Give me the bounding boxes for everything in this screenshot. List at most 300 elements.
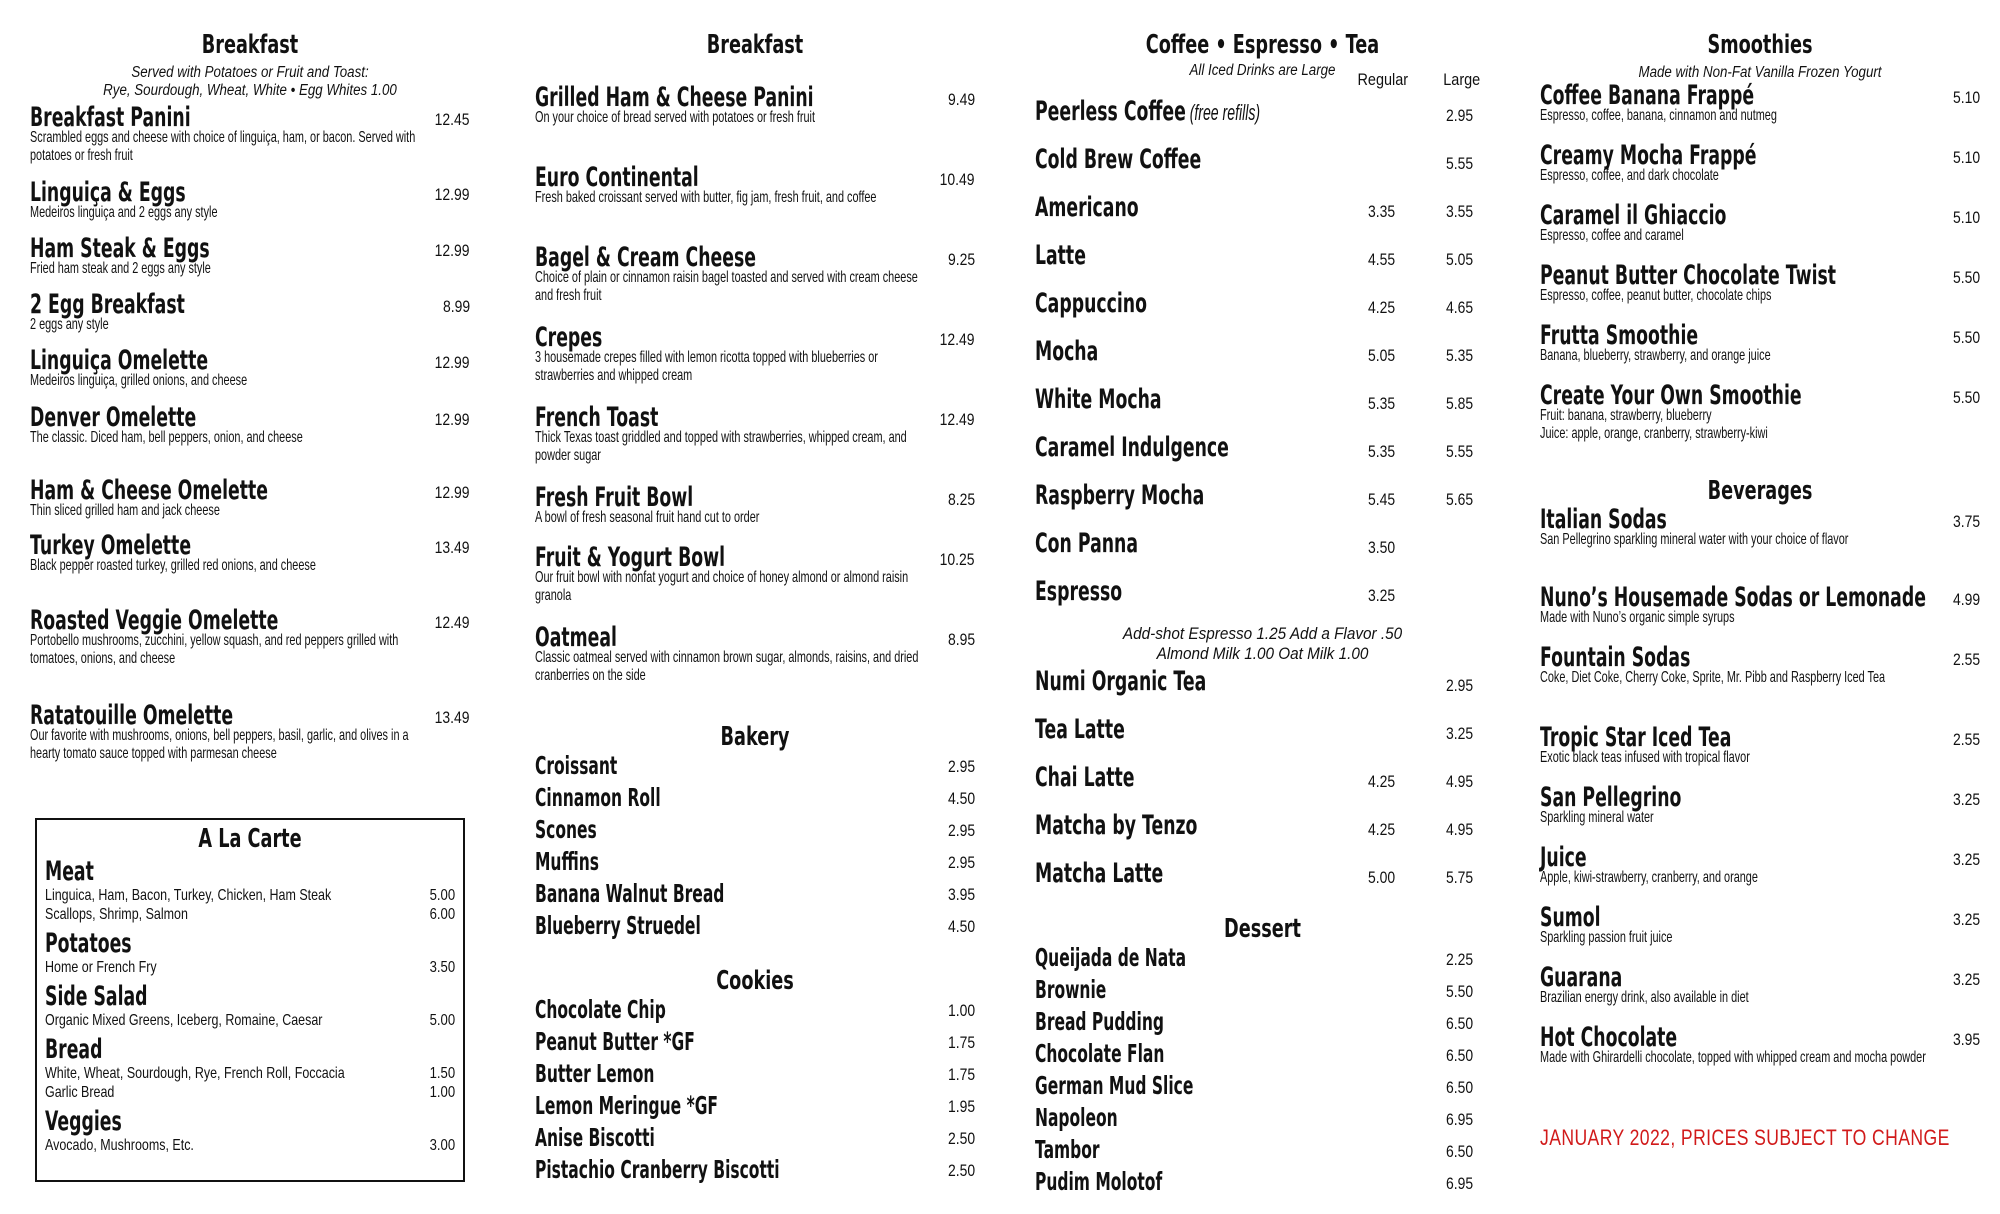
menu-item <box>30 532 470 575</box>
item-description: Espresso, coffee and caramel <box>1540 227 1684 244</box>
item-price: 12.99 <box>435 483 470 502</box>
item-name: Fountain Sodas <box>1540 642 1691 673</box>
item-name: Pistachio Cranberry Biscotti <box>535 1155 780 1184</box>
menu-item <box>535 1156 975 1188</box>
section-title: Smoothies <box>1707 30 1813 60</box>
item-price: 3.25 <box>1952 910 1980 929</box>
a-la-carte-group <box>45 930 455 977</box>
menu-item <box>1540 322 1980 365</box>
dessert-name: Chocolate Flan <box>1035 1039 1165 1068</box>
item-price: 2.55 <box>1952 650 1980 669</box>
item-price: 8.99 <box>442 297 470 316</box>
item-name: Butter Lemon <box>535 1059 655 1088</box>
item-price: 5.50 <box>1952 268 1980 287</box>
item-name: French Toast <box>535 402 659 433</box>
item-price: 2.95 <box>947 821 975 840</box>
item-name: Fruit & Yogurt Bowl <box>535 542 726 573</box>
smoothies-column <box>1540 0 1980 1104</box>
item-description: San Pellegrino sparkling mineral water with your choice of flavor <box>1540 531 1849 548</box>
drink-row <box>1035 242 1490 290</box>
item-description: Made with Nuno’s organic simple syrups <box>1540 609 1735 626</box>
item-name: Crepes <box>535 322 603 353</box>
item-name: Creamy Mocha Frappé <box>1540 140 1757 171</box>
menu-item <box>535 244 975 305</box>
drink-row <box>1035 530 1490 578</box>
header-regular: Regular <box>1357 70 1409 89</box>
dessert-row <box>1035 1008 1490 1040</box>
regular-price: 4.25 <box>1367 772 1396 791</box>
item-description: 2 eggs any style <box>30 316 109 333</box>
item-description: Choice of plain or cinnamon raisin bagel toasted and served with cream cheese and fresh fruit <box>535 269 918 304</box>
item-name: Hot Chocolate <box>1540 1022 1678 1053</box>
item-name: Ham & Cheese Omelette <box>30 475 268 506</box>
item-name: Denver Omelette <box>30 402 197 433</box>
item-price: 5.50 <box>1952 328 1980 347</box>
large-price: 3.55 <box>1445 202 1474 221</box>
item-name: Bagel & Cream Cheese <box>535 242 756 273</box>
drink-name-text: Caramel Indulgence <box>1035 432 1229 463</box>
regular-price: 5.35 <box>1367 442 1396 461</box>
menu-item <box>1540 784 1980 827</box>
large-price: 4.95 <box>1445 772 1474 791</box>
menu-item <box>1540 142 1980 185</box>
menu-item <box>535 752 975 784</box>
item-name: Muffins <box>535 847 600 876</box>
menu-item <box>1540 844 1980 887</box>
menu-item <box>1540 724 1980 767</box>
item-name: Blueberry Struedel <box>535 911 701 940</box>
item-price: 8.95 <box>947 630 975 649</box>
item-price: 2.50 <box>947 1161 975 1180</box>
drink-name <box>1035 194 1139 222</box>
dessert-price: 2.25 <box>1445 950 1474 969</box>
drink-row <box>1035 338 1490 386</box>
item-name: Turkey Omelette <box>30 530 192 561</box>
line-text: Linguica, Ham, Bacon, Turkey, Chicken, Ham Steak <box>45 887 332 904</box>
drink-name <box>1035 242 1086 270</box>
item-description: Espresso, coffee, and dark chocolate <box>1540 167 1719 184</box>
item-name: Lemon Meringue *GF <box>535 1091 719 1120</box>
drink-name-text: Matcha by Tenzo <box>1035 810 1198 841</box>
menu-item <box>1540 644 1980 687</box>
menu-item <box>535 912 975 944</box>
large-price: 5.35 <box>1445 346 1474 365</box>
a-la-carte-line <box>45 905 455 924</box>
drink-row <box>1035 146 1490 194</box>
dessert-row <box>1035 1040 1490 1072</box>
item-description: Thin sliced grilled ham and jack cheese <box>30 502 220 519</box>
drink-name <box>1035 98 1260 127</box>
drink-row <box>1035 386 1490 434</box>
line-price: 3.50 <box>429 959 455 976</box>
menu-item <box>30 347 470 390</box>
item-name: Grilled Ham & Cheese Panini <box>535 82 814 113</box>
menu-item <box>535 544 975 605</box>
large-price: 3.25 <box>1445 724 1474 743</box>
item-price: 9.49 <box>947 90 975 109</box>
drink-name <box>1035 290 1147 318</box>
large-price: 2.95 <box>1445 676 1474 695</box>
dessert-price: 6.50 <box>1445 1014 1474 1033</box>
item-price: 5.10 <box>1952 148 1980 167</box>
a-la-carte-list <box>45 858 455 1155</box>
item-description: Fresh baked croissant served with butter, fig jam, fresh fruit, and coffee <box>535 189 877 206</box>
cookies-list <box>535 996 975 1188</box>
item-price: 3.75 <box>1952 512 1980 531</box>
regular-price: 5.00 <box>1367 868 1396 887</box>
section-title: Breakfast <box>706 30 804 60</box>
section-title: Dessert <box>1224 914 1301 944</box>
menu-item <box>1540 1024 1980 1067</box>
large-price: 4.95 <box>1445 820 1474 839</box>
item-description: Our favorite with mushrooms, onions, bell peppers, basil, garlic, and olives in a hearty tomato sauce topped with parmesan cheese <box>30 727 409 762</box>
menu-list <box>30 104 470 804</box>
item-description: Apple, kiwi-strawberry, cranberry, and orange <box>1540 869 1758 886</box>
group-name: Meat <box>45 856 94 887</box>
coffee-list <box>1035 98 1490 626</box>
drink-row <box>1035 716 1490 764</box>
item-price: 12.45 <box>435 110 470 129</box>
item-name: Oatmeal <box>535 622 617 653</box>
menu-item <box>1540 382 1980 443</box>
item-description: On your choice of bread served with potatoes or fresh fruit <box>535 109 816 126</box>
tea-list <box>1035 668 1490 908</box>
item-name: 2 Egg Breakfast <box>30 289 185 320</box>
dessert-price: 6.95 <box>1445 1174 1474 1193</box>
drink-name <box>1035 668 1206 696</box>
header-large: Large <box>1443 70 1481 89</box>
section-title: Coffee • Espresso • Tea <box>1145 30 1380 60</box>
menu-item <box>30 404 470 447</box>
item-price: 13.49 <box>435 538 470 557</box>
menu-item <box>535 484 975 527</box>
a-la-carte-group <box>45 983 455 1030</box>
menu-item <box>30 477 470 520</box>
item-name: Peanut Butter Chocolate Twist <box>1540 260 1837 291</box>
menu-item <box>535 84 975 127</box>
item-description: Classic oatmeal served with cinnamon brown sugar, almonds, raisins, and dried cranberries on the side <box>535 649 919 684</box>
drink-name <box>1035 860 1163 888</box>
a-la-carte-group <box>45 1108 455 1155</box>
item-name: Tropic Star Iced Tea <box>1540 722 1732 753</box>
drink-name-text: Tea Latte <box>1035 714 1125 745</box>
menu-item <box>1540 506 1980 549</box>
item-price: 5.10 <box>1952 208 1980 227</box>
item-price: 12.99 <box>435 185 470 204</box>
item-name: Banana Walnut Bread <box>535 879 725 908</box>
item-price: 3.95 <box>947 885 975 904</box>
item-name: Peanut Butter *GF <box>535 1027 695 1056</box>
item-price: 5.50 <box>1952 388 1980 407</box>
item-price: 12.99 <box>435 410 470 429</box>
item-name: San Pellegrino <box>1540 782 1682 813</box>
drink-name-text: Mocha <box>1035 336 1099 367</box>
regular-price: 4.25 <box>1367 298 1396 317</box>
item-name: Chocolate Chip <box>535 995 666 1024</box>
breakfast-column-1 <box>30 0 470 804</box>
item-description: Medeiros linguiça, grilled onions, and cheese <box>30 372 248 389</box>
line-price: 3.00 <box>429 1137 455 1154</box>
menu-item <box>535 324 975 385</box>
regular-price: 3.35 <box>1367 202 1396 221</box>
drink-name-text: Con Panna <box>1035 528 1138 559</box>
item-price: 4.50 <box>947 917 975 936</box>
a-la-carte-line <box>45 1136 455 1155</box>
item-price: 4.99 <box>1952 590 1980 609</box>
item-price: 12.49 <box>940 330 975 349</box>
item-name: Juice <box>1540 842 1587 873</box>
dessert-row <box>1035 976 1490 1008</box>
drink-name-text: Cappuccino <box>1035 288 1147 319</box>
menu-item <box>1540 584 1980 627</box>
menu-item <box>30 235 470 278</box>
drink-row <box>1035 290 1490 338</box>
item-price: 1.75 <box>947 1065 975 1084</box>
menu-item <box>535 784 975 816</box>
item-name: Sumol <box>1540 902 1601 933</box>
dessert-row <box>1035 944 1490 976</box>
a-la-carte-group <box>45 858 455 924</box>
menu-item <box>30 702 470 763</box>
drink-row <box>1035 764 1490 812</box>
menu-item <box>30 179 470 222</box>
drink-name-text: White Mocha <box>1035 384 1162 415</box>
dessert-name: German Mud Slice <box>1035 1071 1194 1100</box>
line-price: 5.00 <box>429 887 455 904</box>
item-name: Euro Continental <box>535 162 699 193</box>
dessert-row <box>1035 1136 1490 1168</box>
item-price: 12.49 <box>435 613 470 632</box>
a-la-carte-box <box>35 818 465 1182</box>
line-text: Avocado, Mushrooms, Etc. <box>45 1137 194 1154</box>
item-price: 9.25 <box>947 250 975 269</box>
item-price: 12.99 <box>435 353 470 372</box>
regular-price: 5.35 <box>1367 394 1396 413</box>
line-text: Organic Mixed Greens, Iceberg, Romaine, Caesar <box>45 1012 323 1029</box>
a-la-carte-group <box>45 1036 455 1102</box>
section-title: Bakery <box>720 722 790 752</box>
regular-price: 5.05 <box>1367 346 1396 365</box>
item-description: Exotic black teas infused with tropical flavor <box>1540 749 1750 766</box>
menu-item <box>1540 904 1980 947</box>
item-price: 8.25 <box>947 490 975 509</box>
section-title: Beverages <box>1707 476 1813 506</box>
drink-row <box>1035 98 1490 146</box>
drink-name <box>1035 716 1125 744</box>
drink-name <box>1035 338 1098 366</box>
item-name: Frutta Smoothie <box>1540 320 1699 351</box>
drink-name-text: Peerless Coffee <box>1035 96 1186 127</box>
item-price: 1.75 <box>947 1033 975 1052</box>
item-description: Brazilian energy drink, also available in diet <box>1540 989 1749 1006</box>
section-title: Cookies <box>716 966 794 996</box>
group-name: Side Salad <box>45 981 148 1012</box>
item-description: Medeiros linguiça and 2 eggs any style <box>30 204 218 221</box>
drink-name <box>1035 146 1201 174</box>
dessert-name: Brownie <box>1035 975 1107 1004</box>
menu-list <box>535 84 975 704</box>
dessert-row <box>1035 1072 1490 1104</box>
item-price: 1.95 <box>947 1097 975 1116</box>
item-name: Roasted Veggie Omelette <box>30 605 279 636</box>
beverage-list <box>1540 506 1980 1104</box>
menu-item <box>1540 964 1980 1007</box>
line-price: 5.00 <box>429 1012 455 1029</box>
drink-row <box>1035 434 1490 482</box>
item-price: 12.99 <box>435 241 470 260</box>
item-name: Nuno’s Housemade Sodas or Lemonade <box>1540 582 1926 613</box>
large-price: 5.65 <box>1445 490 1474 509</box>
item-description: Fruit: banana, strawberry, blueberry Juice: apple, orange, cranberry, strawberry-kiwi <box>1540 407 1768 442</box>
item-price: 4.50 <box>947 789 975 808</box>
item-description: Coke, Diet Coke, Cherry Coke, Sprite, Mr. Pibb and Raspberry Iced Tea <box>1540 669 1886 686</box>
free-refills-note: (free refills) <box>1189 100 1261 125</box>
item-price: 2.55 <box>1952 730 1980 749</box>
item-description: Our fruit bowl with nonfat yogurt and choice of honey almond or almond raisin granola <box>535 569 909 604</box>
group-name: Bread <box>45 1034 103 1065</box>
dessert-name: Queijada de Nata <box>1035 943 1187 972</box>
item-description: Espresso, coffee, peanut butter, chocolate chips <box>1540 287 1772 304</box>
item-name: Caramel il Ghiaccio <box>1540 200 1727 231</box>
group-name: Potatoes <box>45 928 132 959</box>
item-price: 2.50 <box>947 1129 975 1148</box>
drink-name-text: Espresso <box>1035 576 1123 607</box>
section-subtitle: Served with Potatoes or Fruit and Toast: <box>131 64 369 81</box>
bakery-list <box>535 752 975 944</box>
item-description: The classic. Diced ham, bell peppers, onion, and cheese <box>30 429 303 446</box>
breakfast-column-2 <box>535 0 975 1188</box>
large-price: 5.55 <box>1445 154 1474 173</box>
line-price: 6.00 <box>429 906 455 923</box>
drink-row <box>1035 194 1490 242</box>
menu-item <box>30 607 470 668</box>
regular-price: 4.25 <box>1367 820 1396 839</box>
item-price: 10.49 <box>940 170 975 189</box>
regular-price: 4.55 <box>1367 250 1396 269</box>
item-description: Black pepper roasted turkey, grilled red onions, and cheese <box>30 557 316 574</box>
drink-name-text: Numi Organic Tea <box>1035 666 1207 697</box>
drink-name <box>1035 482 1204 510</box>
drink-row <box>1035 860 1490 908</box>
section-subtitle: Made with Non-Fat Vanilla Frozen Yogurt <box>1638 64 1882 81</box>
item-description: A bowl of fresh seasonal fruit hand cut to order <box>535 509 760 526</box>
drink-name-text: Cold Brew Coffee <box>1035 144 1202 175</box>
regular-price: 5.45 <box>1367 490 1396 509</box>
dessert-price: 5.50 <box>1445 982 1474 1001</box>
menu-item <box>1540 262 1980 305</box>
regular-price: 3.50 <box>1367 538 1396 557</box>
item-name: Linguiça & Eggs <box>30 177 186 208</box>
item-description: Sparkling mineral water <box>1540 809 1654 826</box>
drink-name <box>1035 812 1197 840</box>
dessert-name: Tambor <box>1035 1135 1100 1164</box>
item-name: Create Your Own Smoothie <box>1540 380 1802 411</box>
item-price: 3.95 <box>1952 1030 1980 1049</box>
section-title: A La Carte <box>198 824 302 854</box>
large-price: 5.55 <box>1445 442 1474 461</box>
line-text: Garlic Bread <box>45 1084 115 1101</box>
item-description: Fried ham steak and 2 eggs any style <box>30 260 211 277</box>
item-description: Made with Ghirardelli chocolate, topped with whipped cream and mocha powder <box>1540 1049 1926 1066</box>
item-price: 13.49 <box>435 708 470 727</box>
item-name: Anise Biscotti <box>535 1123 655 1152</box>
item-price: 12.49 <box>940 410 975 429</box>
menu-item <box>535 1092 975 1124</box>
dessert-price: 6.95 <box>1445 1110 1474 1129</box>
dessert-row <box>1035 1104 1490 1136</box>
item-name: Ratatouille Omelette <box>30 700 234 731</box>
section-subtitle: Rye, Sourdough, Wheat, White • Egg Whites 1.00 <box>103 82 397 99</box>
drink-name-text: Chai Latte <box>1035 762 1135 793</box>
line-price: 1.50 <box>429 1065 455 1082</box>
large-price: 5.75 <box>1445 868 1474 887</box>
item-name: Fresh Fruit Bowl <box>535 482 694 513</box>
drink-name-text: Latte <box>1035 240 1086 271</box>
large-price: 5.85 <box>1445 394 1474 413</box>
smoothie-list <box>1540 82 1980 462</box>
line-text: White, Wheat, Sourdough, Rye, French Roll, Foccacia <box>45 1065 345 1082</box>
section-title: Breakfast <box>201 30 299 60</box>
item-name: Guarana <box>1540 962 1623 993</box>
a-la-carte-line <box>45 1083 455 1102</box>
a-la-carte-line <box>45 1064 455 1083</box>
menu-item <box>535 848 975 880</box>
item-description: Espresso, coffee, banana, cinnamon and nutmeg <box>1540 107 1777 124</box>
menu-item <box>30 104 470 165</box>
drink-row <box>1035 578 1490 626</box>
item-description: Thick Texas toast griddled and topped with strawberries, whipped cream, and powder sugar <box>535 429 907 464</box>
item-price: 2.95 <box>947 853 975 872</box>
item-name: Italian Sodas <box>1540 504 1667 535</box>
section-subtitle: All Iced Drinks are Large <box>1189 62 1336 79</box>
item-description: Scrambled eggs and cheese with choice of linguiça, ham, or bacon. Served with potatoes or fresh fruit <box>30 129 416 164</box>
dessert-row <box>1035 1168 1490 1200</box>
dessert-list <box>1035 944 1490 1200</box>
menu-item <box>535 996 975 1028</box>
item-price: 3.25 <box>1952 790 1980 809</box>
drink-name-text: Matcha Latte <box>1035 858 1164 889</box>
large-price: 4.65 <box>1445 298 1474 317</box>
menu-item <box>535 1060 975 1092</box>
dessert-name: Bread Pudding <box>1035 1007 1164 1036</box>
menu-item <box>535 1028 975 1060</box>
large-price: 5.05 <box>1445 250 1474 269</box>
line-price: 1.00 <box>429 1084 455 1101</box>
menu-item <box>535 816 975 848</box>
menu-item <box>1540 82 1980 125</box>
drink-name-text: Raspberry Mocha <box>1035 480 1205 511</box>
item-description: Banana, blueberry, strawberry, and orange juice <box>1540 347 1771 364</box>
item-name: Cinnamon Roll <box>535 783 661 812</box>
item-price: 1.00 <box>947 1001 975 1020</box>
line-text: Scallops, Shrimp, Salmon <box>45 906 188 923</box>
dessert-price: 6.50 <box>1445 1142 1474 1161</box>
item-price: 3.25 <box>1952 850 1980 869</box>
menu-item <box>535 164 975 207</box>
large-price: 2.95 <box>1445 106 1474 125</box>
dessert-name: Napoleon <box>1035 1103 1118 1132</box>
drink-name <box>1035 386 1162 414</box>
menu-item <box>30 291 470 334</box>
drink-row <box>1035 668 1490 716</box>
item-price: 5.10 <box>1952 88 1980 107</box>
menu-item <box>535 880 975 912</box>
item-name: Breakfast Panini <box>30 102 191 133</box>
a-la-carte-line <box>45 1011 455 1030</box>
item-description: 3 housemade crepes filled with lemon ricotta topped with blueberries or strawberries and whipped cream <box>535 349 878 384</box>
add-on-note: Add-shot Espresso 1.25 Add a Flavor .50 <box>1122 624 1403 643</box>
item-price: 10.25 <box>940 550 975 569</box>
